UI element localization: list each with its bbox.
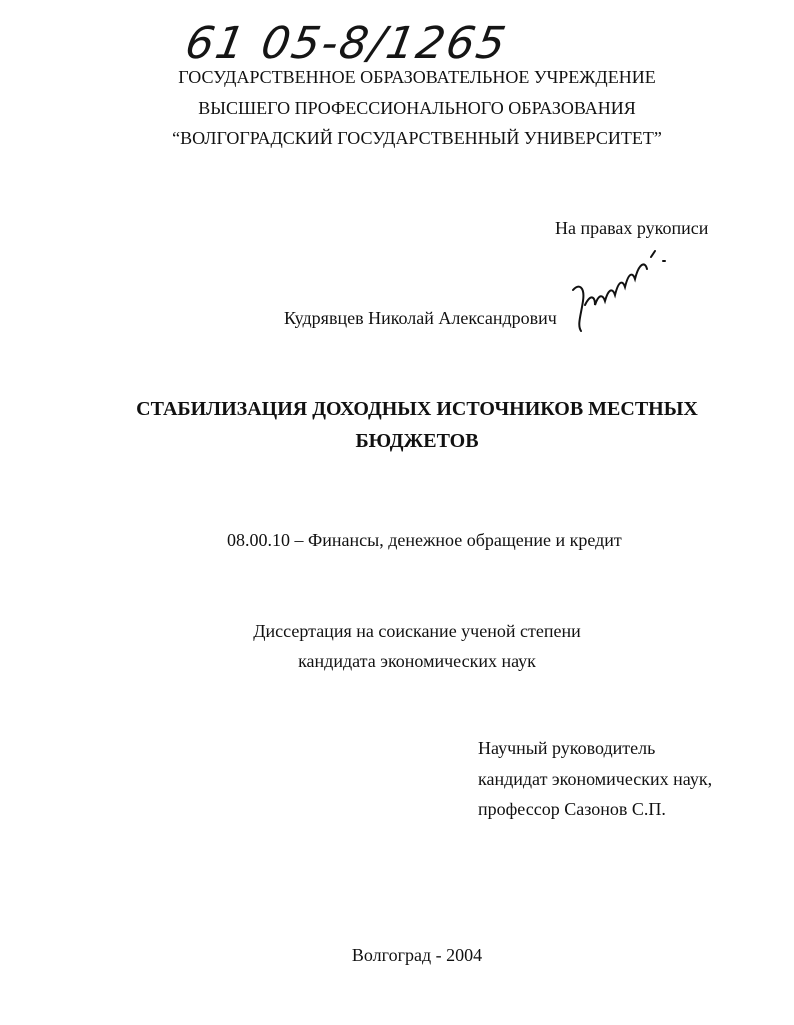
supervisor-line-1: Научный руководитель [478,738,656,758]
degree-line-2: кандидата экономических наук [298,651,536,671]
institution-line-2: ВЫСШЕГО ПРОФЕССИОНАЛЬНОГО ОБРАЗОВАНИЯ [198,98,636,118]
institution-line-1: ГОСУДАРСТВЕННОЕ ОБРАЗОВАТЕЛЬНОЕ УЧРЕЖДЕНИЕ [178,67,656,87]
thesis-title-line-1: СТАБИЛИЗАЦИЯ ДОХОДНЫХ ИСТОЧНИКОВ МЕСТНЫХ [136,398,698,420]
handwritten-archive-number: 61 05-8/1265 [181,18,512,69]
manuscript-note: На правах рукописи [555,218,709,238]
institution-line-3: “ВОЛГОГРАДСКИЙ ГОСУДАРСТВЕННЫЙ УНИВЕРСИТЕТ” [172,128,662,148]
signature-icon [565,235,675,345]
author-name: Кудрявцев Николай Александрович [284,308,557,328]
place-year: Волгоград - 2004 [351,945,483,965]
degree-line-1: Диссертация на соискание ученой степени [253,621,581,641]
thesis-title-line-2: БЮДЖЕТОВ [355,430,479,452]
specialty-code: 08.00.10 – Финансы, денежное обращение и кредит [227,530,622,550]
supervisor-line-3: профессор Сазонов С.П. [478,799,666,819]
supervisor-line-2: кандидат экономических наук, [478,769,713,789]
